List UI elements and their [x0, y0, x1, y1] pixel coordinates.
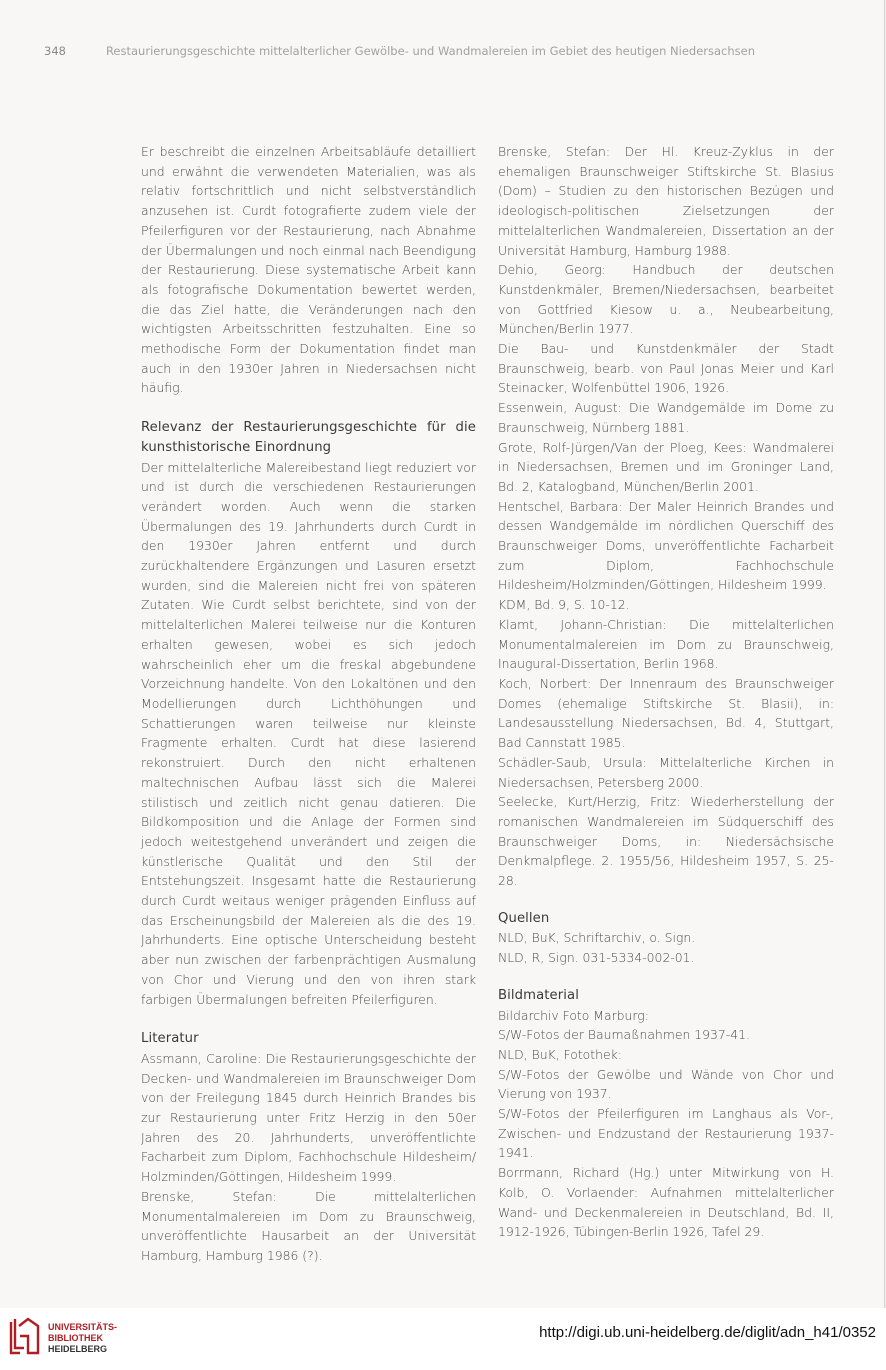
library-name-line3: HEIDELBERG — [48, 1344, 108, 1354]
image-source-entry: S/W-Fotos der Pfeilerfiguren im Langhaus als Vor-, Zwischen- und Endzustand der Restaurierung 1937-1941. — [498, 1106, 834, 1161]
bibliography-entry: Brenske, Stefan: Die mittelalterlichen Monumentalmalereien im Dom zu Braunschweig, unveröffentlichte Hausarbeit an der Universität Hamburg, Hamburg 1986 (?). — [141, 1188, 476, 1263]
bibliography-entry: Dehio, Georg: Handbuch der deutschen Kunstdenkmäler, Bremen/Niedersachsen, bearbeitet von Gottfried Kiesow u. a., Neubearbeitung, München/Berlin 1977. — [498, 262, 834, 337]
image-source-entry: Bildarchiv Foto Marburg: — [498, 1007, 649, 1023]
source-entry: NLD, R, Sign. 031-5334-002-01. — [498, 950, 695, 966]
running-header — [44, 44, 854, 58]
image-source-entry: S/W-Fotos der Baumaßnahmen 1937-41. — [498, 1027, 750, 1043]
intro-paragraph: Er beschreibt die einzelnen Arbeitsabläufe detailliert und erwähnt die verwendeten Materialien, was als relativ fortschrittlich und nicht selbstverständlich anzusehen ist. Curdt fotografierte zudem viele der Pfeilerfiguren vor der Restaurierung, nach Abnahme der Übermalungen und noch einmal nach Beendigung der Restaurierung. Diese systematische Arbeit kann als fotografische Dokumentation bewertet werden, die das Ziel hatte, die Veränderungen nach den wichtigsten Arbeitsschritten festzuhalten. Eine so methodische Form der Dokumentation findet man auch in den 1930er Jahren in Niedersachsen nicht häufig. — [141, 144, 476, 396]
bibliography-entry: Grote, Rolf-Jürgen/Van der Ploeg, Kees: Wandmalerei in Niedersachsen, Bremen und im Groninger Land, Bd. 2, Katalogband, München/Berlin 2001. — [498, 439, 834, 494]
source-entry: NLD, BuK, Schriftarchiv, o. Sign. — [498, 930, 696, 946]
permalink-url[interactable]: http://digi.ub.uni-heidelberg.de/diglit/adn_h41/0352 — [539, 1324, 876, 1341]
bildmaterial-heading: Bildmaterial — [498, 987, 579, 1003]
quellen-heading: Quellen — [498, 910, 550, 926]
library-name-line1: UNIVERSITÄTS- — [48, 1322, 118, 1332]
library-name — [48, 1322, 117, 1355]
bibliography-entry: KDM, Bd. 9, S. 10-12. — [498, 597, 630, 613]
bibliography-entry: Klamt, Johann-Christian: Die mittelalterlichen Monumentalmalereien im Dom zu Braunschweig, Inaugural-Dissertation, Berlin 1968. — [498, 616, 834, 672]
bibliography-entry: Essenwein, August: Die Wandgemälde im Dome zu Braunschweig, Nürnberg 1881. — [498, 400, 834, 435]
running-title: Restaurierungsgeschichte mittelalterlicher Gewölbe- und Wandmalereien im Gebiet des heutigen Niedersachsen — [105, 44, 756, 58]
bibliography-entry: Hentschel, Barbara: Der Maler Heinrich Brandes und dessen Wandgemälde im nördlichen Querschiff des Braunschweiger Doms, unveröffentlichte Facharbeit zum Diplom, Fachhochschule Hildesheim/Holzminden/Göttingen, Hildesheim 1999. — [498, 498, 834, 593]
bibliography-entry: Schädler-Saub, Ursula: Mittelalterliche Kirchen in Niedersachsen, Petersberg 2000. — [498, 754, 834, 790]
section-body: Der mittelalterliche Malereibestand liegt reduziert vor und ist durch die verschiedenen Restaurierungen verändert worden. Auch wenn die starken Übermalungen des 19. Jahrhunderts durch Curdt in den 1930er Jahren entfernt und durch zurückhaltendere Ergänzungen und Lasuren ersetzt wurden, sind die Malereien nicht frei von späteren Zutaten. Wie Curdt selbst berichtete, sind von der mittelalterlichen Malerei teilweise nur die Konturen erhalten gewesen, wobei es sich jedoch wahrscheinlich eher um die freskal abgebundene Vorzeichnung handelte. Von den Lokaltönen und den Modellierungen durch Lichthöhungen und Schattierungen waren teilweise nur kleinste Fragmente erhalten. Curdt hat diese lasierend rekonstruiert. Durch den nicht erhaltenen maltechnischen Aufbau lässt sich die Malerei stilistisch und zeitlich nicht genau datieren. Die Bildkomposition und die Anlage der Formen sind jedoch weitestgehend unverändert und zeigen die künstlerische Qualität und den Stil der Entstehungszeit. Insgesamt hatte die Restaurierung durch Curdt weitaus weniger prägenden Einfluss auf das Erscheinungsbild der Malereien als die des 19. Jahrhunderts. Eine optische Unterscheidung besteht aber nun zwischen der farbenprächtigen Ausmalung von Chor und Vierung und den von ihren stark farbigen Übermalungen befreiten Pfeilerfiguren. — [141, 459, 476, 1007]
image-source-entry: Borrmann, Richard (Hg.) unter Mitwirkung von H. Kolb, O. Vorlaender: Aufnahmen mittelalterlicher Wand- und Deckenmalereien in Deutschland, Bd. II, 1912-1926, Tübingen-Berlin 1926, Tafel 29. — [498, 1165, 834, 1240]
image-source-entry: NLD, BuK, Fotothek: — [498, 1046, 622, 1062]
library-footer — [0, 1308, 886, 1370]
literatur-heading: Literatur — [141, 1031, 199, 1047]
right-column — [498, 142, 834, 1242]
bibliography-entry: Die Bau- und Kunstdenkmäler der Stadt Braunschweig, bearb. von Paul Jonas Meier und Karl Steinacker, Wolfenbüttel 1906, 1926. — [498, 341, 834, 396]
university-library-logo-icon — [8, 1316, 42, 1356]
bibliography-entry: Koch, Norbert: Der Innenraum des Braunschweiger Domes (ehemalige Stiftskirche St. Blasii), in: Landesausstellung Niedersachsen, Bd. 4, Stuttgart, Bad Cannstatt 1985. — [498, 675, 834, 751]
image-source-entry: S/W-Fotos der Gewölbe und Wände von Chor und Vierung von 1937. — [498, 1066, 834, 1102]
bibliography-entry: Seelecke, Kurt/Herzig, Fritz: Wiederherstellung der romanischen Wandmalereien im Südquerschiff des Braunschweiger Doms, in: Niedersächsische Denkmalpflege. 2. 1955/56, Hildesheim 1957, S. 25-28. — [498, 794, 834, 889]
page-number: 348 — [44, 44, 66, 58]
library-name-line2: BIBLIOTHEK — [48, 1333, 103, 1343]
bibliography-entry: Assmann, Caroline: Die Restaurierungsgeschichte der Decken- und Wandmalereien im Braunschweiger Dom von der Freilegung 1845 durch Heinrich Brandes bis zur Restaurierung unter Fritz Herzig in den 50er Jahren des 20. Jahrhunderts, unveröffentlichte Facharbeit zum Diplom, Fachhochschule Hildesheim/ Holzminden/Göttingen, Hildesheim 1999. — [141, 1050, 476, 1185]
section-heading: Relevanz der Restaurierungsgeschichte für die kunsthistorische Einordnung — [141, 420, 476, 455]
left-column — [141, 142, 476, 1266]
bibliography-entry: Brenske, Stefan: Der Hl. Kreuz-Zyklus in der ehemaligen Braunschweiger Stiftskirche St. Blasius (Dom) – Studien zu den historischen Bezügen und ideologisch-politischen Zielsetzungen der mittelalterlichen Wandmalereien, Dissertation an der Universität Hamburg, Hamburg 1988. — [498, 144, 834, 258]
